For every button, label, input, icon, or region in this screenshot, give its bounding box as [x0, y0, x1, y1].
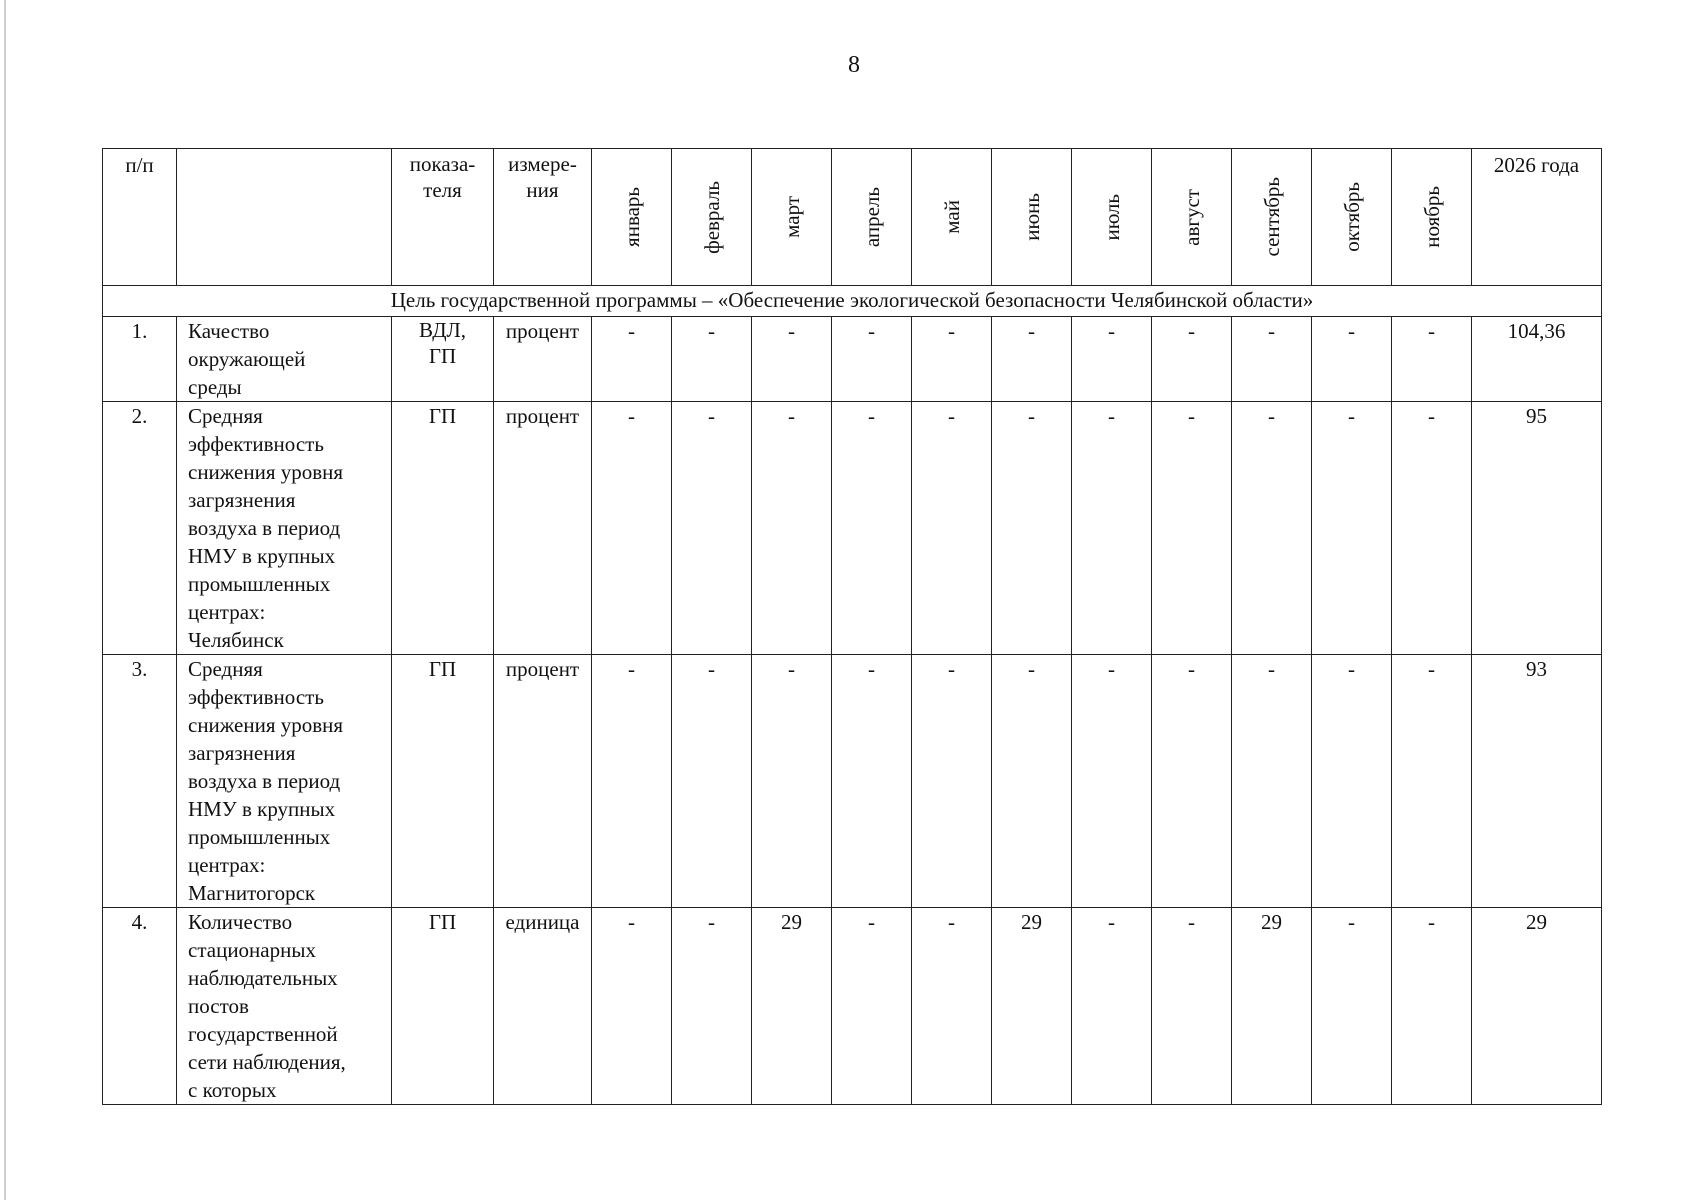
row-month-value: - [1312, 655, 1392, 908]
row-month-value: - [992, 402, 1072, 655]
row-num: 2. [103, 402, 177, 655]
row-month-value: - [1152, 655, 1232, 908]
row-month-value: - [672, 908, 752, 1105]
header-month-label: октябрь [1339, 182, 1364, 252]
row-num: 3. [103, 655, 177, 908]
row-month-value: - [912, 655, 992, 908]
row-name: Средняя эффективность снижения уровня загрязнения воздуха в период НМУ в крупных промышленных центрах: Челябинск [188, 404, 344, 652]
row-month-value: - [1392, 402, 1472, 655]
header-month [1232, 149, 1312, 286]
header-month-label: январь [619, 187, 644, 247]
table-row [103, 402, 1602, 655]
row-month-value: - [1072, 908, 1152, 1105]
row-month-value: - [1312, 317, 1392, 402]
header-unit-text: измере- ния [508, 152, 577, 202]
row-month-value: - [1232, 317, 1312, 402]
header-month-label: февраль [699, 180, 724, 254]
header-month-label: июнь [1019, 193, 1044, 241]
row-month-value: - [1072, 317, 1152, 402]
header-month [1392, 149, 1472, 286]
goal-row [103, 286, 1602, 317]
header-month-label: март [779, 196, 804, 238]
row-year-value: 29 [1472, 908, 1602, 1105]
row-month-value: - [1392, 655, 1472, 908]
row-name-cell [177, 317, 392, 402]
row-month-value: - [1072, 402, 1152, 655]
row-num: 4. [103, 908, 177, 1105]
row-month-value: - [1392, 317, 1472, 402]
row-name: Количество стационарных наблюдательных постов государственной сети наблюдения, с которых [188, 910, 346, 1102]
table-row [103, 655, 1602, 908]
header-month [1312, 149, 1392, 286]
row-unit: процент [494, 317, 592, 402]
row-month-value: - [672, 655, 752, 908]
header-month [752, 149, 832, 286]
header-month-label: август [1179, 188, 1204, 246]
row-month-value: 29 [1232, 908, 1312, 1105]
row-type: ГП [428, 404, 457, 428]
row-unit: единица [494, 908, 592, 1105]
row-name-cell [177, 655, 392, 908]
row-month-value: - [832, 317, 912, 402]
row-year-value: 93 [1472, 655, 1602, 908]
header-unit [494, 149, 592, 286]
row-month-value: - [752, 655, 832, 908]
row-name: Средняя эффективность снижения уровня загрязнения воздуха в период НМУ в крупных промышленных центрах: Магнитогорск [188, 657, 344, 905]
row-month-value: - [1232, 402, 1312, 655]
indicators-table [102, 148, 1602, 1105]
header-type [392, 149, 494, 286]
row-month-value: - [1152, 402, 1232, 655]
row-month-value: - [752, 402, 832, 655]
row-month-value: - [912, 908, 992, 1105]
row-name-cell [177, 402, 392, 655]
goal-text: Цель государственной программы – «Обеспечение экологической безопасности Челябинской области» [103, 286, 1602, 317]
row-month-value: - [672, 402, 752, 655]
row-month-value: - [1312, 402, 1392, 655]
row-month-value: - [1152, 317, 1232, 402]
header-month-label: июль [1099, 193, 1124, 241]
row-unit: процент [494, 402, 592, 655]
row-month-value: - [992, 317, 1072, 402]
row-name: Качество окружающей среды [188, 319, 306, 399]
row-month-value: - [672, 317, 752, 402]
row-month-value: 29 [752, 908, 832, 1105]
header-month-label: апрель [859, 186, 884, 248]
row-month-value: - [752, 317, 832, 402]
row-name-cell [177, 908, 392, 1105]
row-month-value: - [1072, 655, 1152, 908]
header-month [912, 149, 992, 286]
row-type-cell [392, 908, 494, 1105]
row-num: 1. [103, 317, 177, 402]
row-month-value: - [1232, 655, 1312, 908]
row-type: ГП [428, 910, 457, 934]
row-month-value: - [992, 655, 1072, 908]
row-month-value: - [592, 655, 672, 908]
header-month [672, 149, 752, 286]
row-month-value: - [912, 317, 992, 402]
row-year-value: 104,36 [1472, 317, 1602, 402]
row-month-value: - [1392, 908, 1472, 1105]
header-month [832, 149, 912, 286]
row-month-value: - [1312, 908, 1392, 1105]
header-year: 2026 года [1472, 149, 1602, 286]
header-month-label: май [939, 200, 964, 234]
header-row [103, 149, 1602, 286]
row-type: ВДЛ, ГП [418, 318, 467, 368]
header-month [1072, 149, 1152, 286]
row-type-cell [392, 655, 494, 908]
header-num: п/п [103, 149, 177, 286]
header-month [992, 149, 1072, 286]
row-month-value: - [832, 402, 912, 655]
row-month-value: - [832, 655, 912, 908]
row-month-value: - [592, 908, 672, 1105]
page-left-edge [4, 0, 6, 1200]
table-row [103, 908, 1602, 1105]
row-type-cell [392, 317, 494, 402]
header-name [177, 149, 392, 286]
header-month-label: сентябрь [1259, 177, 1284, 257]
row-month-value: - [592, 317, 672, 402]
row-month-value: - [1152, 908, 1232, 1105]
page-number: 8 [848, 52, 860, 78]
table-row [103, 317, 1602, 402]
header-month [592, 149, 672, 286]
row-month-value: 29 [992, 908, 1072, 1105]
row-month-value: - [832, 908, 912, 1105]
header-type-text: показа- теля [409, 152, 476, 202]
row-type-cell [392, 402, 494, 655]
row-type: ГП [428, 657, 457, 681]
header-month [1152, 149, 1232, 286]
row-month-value: - [912, 402, 992, 655]
row-year-value: 95 [1472, 402, 1602, 655]
row-month-value: - [592, 402, 672, 655]
row-unit: процент [494, 655, 592, 908]
header-month-label: ноябрь [1419, 186, 1444, 248]
